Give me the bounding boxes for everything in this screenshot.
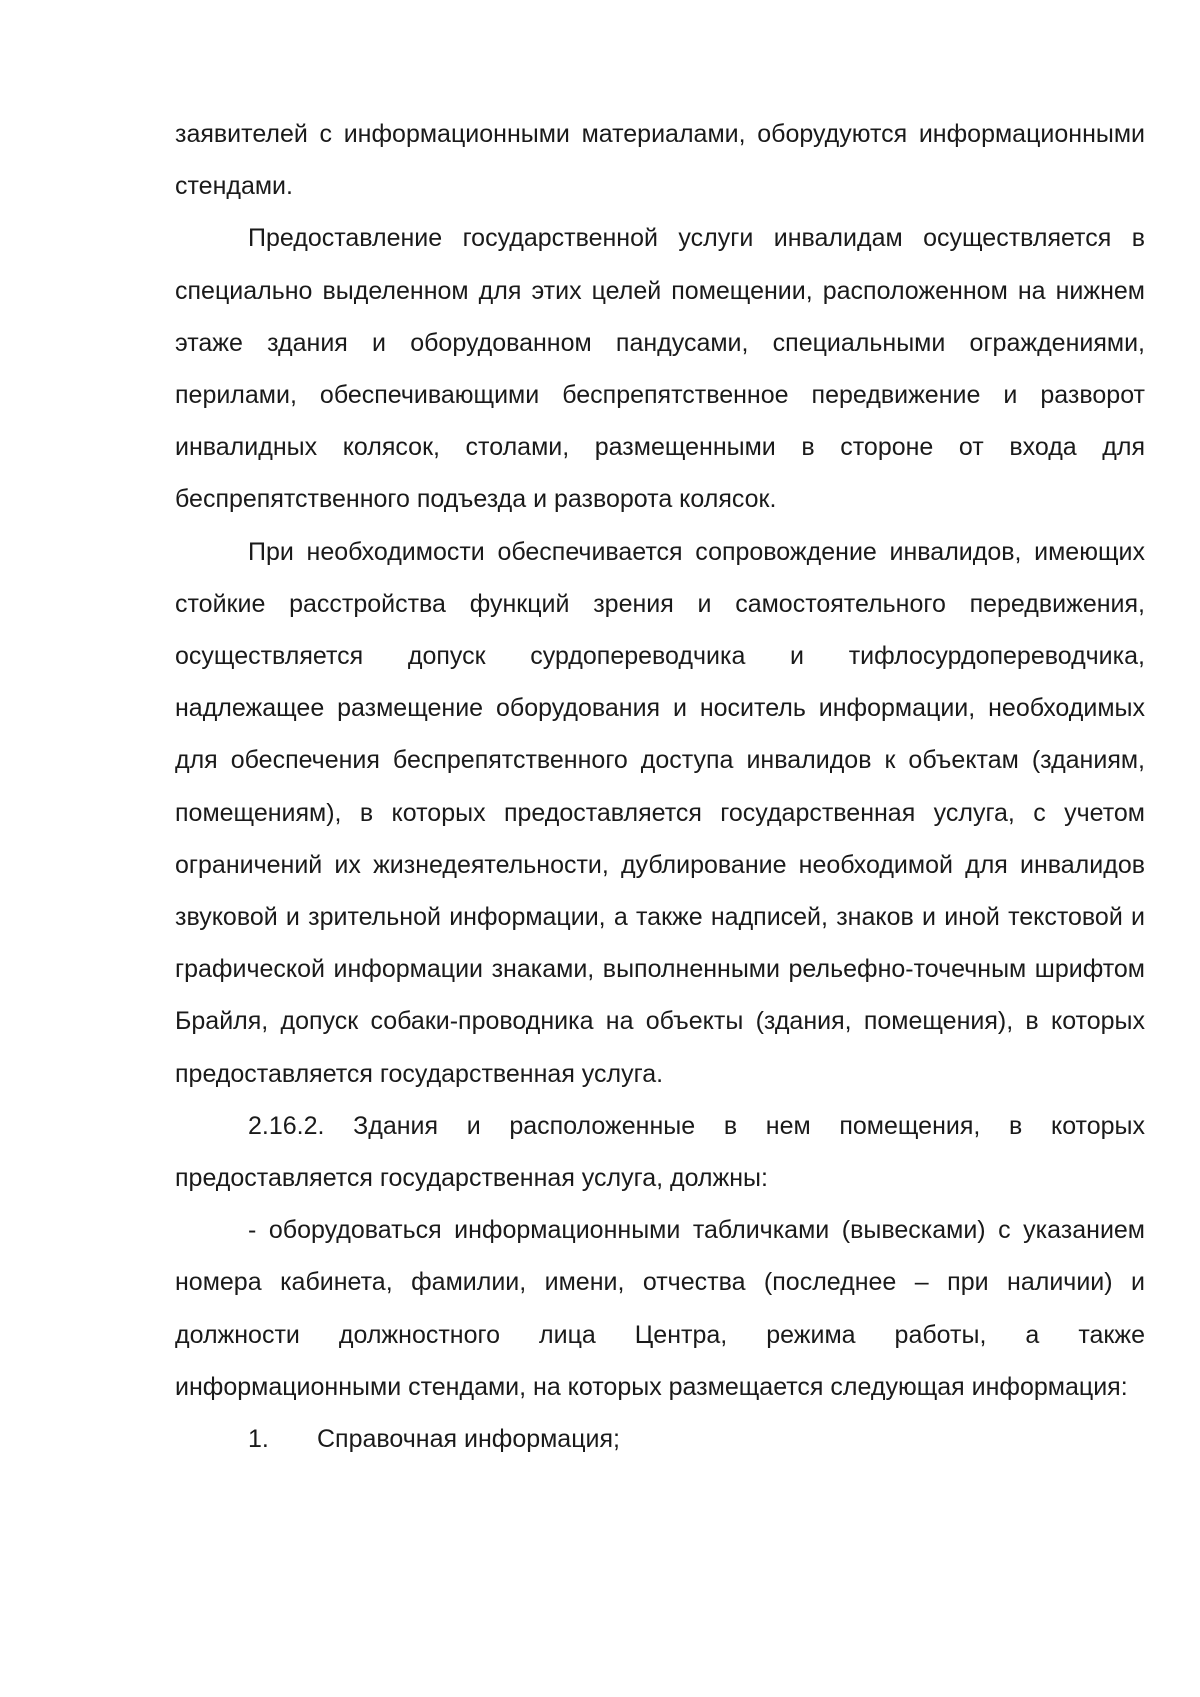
paragraph-section-2-16-2: 2.16.2. Здания и расположенные в нем помещения, в которых предоставляется государственная услуга, должны: bbox=[175, 1111, 1145, 1193]
paragraph-disabled-access: Предоставление государственной услуги инвалидам осуществляется в специально выделенном для этих целей помещении, расположенном на нижнем этаже здания и оборудованном пандусами, специальными ограждениями, перилами, обеспечивающими беспрепятственное передвижение и разворот инвалидных колясок, столами, размещенными в стороне от входа для беспрепятственного подъезда и разворота колясок. bbox=[175, 224, 1145, 514]
paragraph-accompaniment: При необходимости обеспечивается сопровождение инвалидов, имеющих стойкие расстройства функций зрения и самостоятельного передвижения, осуществляется допуск сурдопереводчика и тифлосурдопереводчика, надлежащее размещение оборудования и носитель информации, необходимых для обеспечения беспрепятственного доступа инвалидов к объектам (зданиям, помещениям), в которых предоставляется государственная услуга, с учетом ограничений их жизнедеятельности, дублирование необходимой для инвалидов звуковой и зрительной информации, а также надписей, знаков и иной текстовой и графической информации знаками, выполненными рельефно-точечным шрифтом Брайля, допуск собаки-проводника на объекты (здания, помещения), в которых предоставляется государственная услуга. bbox=[175, 537, 1145, 1088]
paragraph-continuation: заявителей с информационными материалами, оборудуются информационными стендами. bbox=[175, 120, 1145, 201]
list-item-text: Справочная информация; bbox=[317, 1425, 620, 1454]
paragraph-equipment-requirements: - оборудоваться информационными табличками (вывесками) с указанием номера кабинета, фамилии, имени, отчества (последнее – при наличии) и должности должностного лица Центра, режима работы, а также информационными стендами, на которых размещается следующая информация: bbox=[175, 1216, 1145, 1401]
list-item-number: 1. bbox=[248, 1425, 269, 1454]
document-body bbox=[175, 108, 1145, 1465]
list-item bbox=[175, 1413, 1145, 1465]
